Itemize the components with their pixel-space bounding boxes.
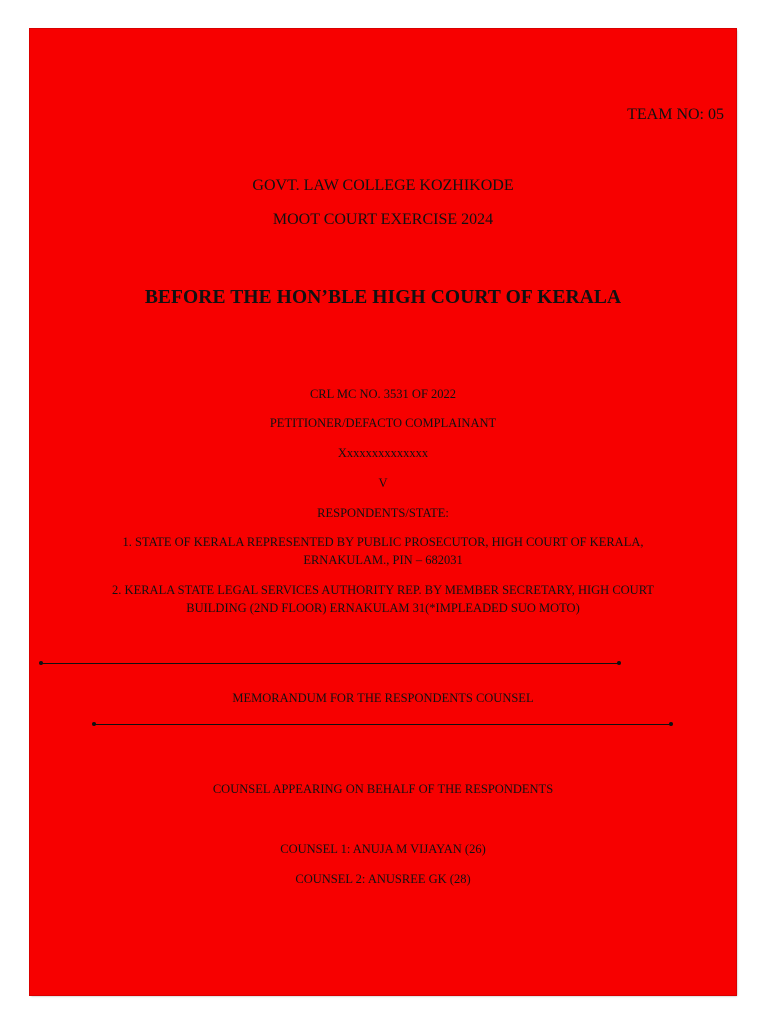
respondent-1-line-2: ERNAKULAM., PIN – 682031 <box>303 553 463 567</box>
counsel-2: COUNSEL 2: ANUSREE GK (28) <box>295 872 471 886</box>
exercise-title: MOOT COURT EXERCISE 2024 <box>272 211 494 228</box>
respondents-label: RESPONDENTS/STATE: <box>317 506 449 520</box>
versus-label: V <box>378 476 388 490</box>
college-name: GOVT. LAW COLLEGE KOZHIKODE <box>252 177 514 194</box>
counsel-heading: COUNSEL APPEARING ON BEHALF OF THE RESPONDENTS <box>212 782 554 796</box>
petitioner-name: Xxxxxxxxxxxxxx <box>337 446 429 460</box>
court-title: BEFORE THE HON’BLE HIGH COURT OF KERALA <box>144 287 622 308</box>
respondent-1-line-1: 1. STATE OF KERALA REPRESENTED BY PUBLIC PROSECUTOR, HIGH COURT OF KERALA, <box>122 535 644 549</box>
cover-page <box>30 29 736 995</box>
case-number: CRL MC NO. 3531 OF 2022 <box>309 387 457 401</box>
counsel-1: COUNSEL 1: ANUJA M VIJAYAN (26) <box>280 842 486 856</box>
petitioner-label: PETITIONER/DEFACTO COMPLAINANT <box>269 416 497 430</box>
team-number: TEAM NO: 05 <box>627 106 724 123</box>
memorandum-title: MEMORANDUM FOR THE RESPONDENTS COUNSEL <box>232 691 534 705</box>
respondent-2-line-1: 2. KERALA STATE LEGAL SERVICES AUTHORITY REP. BY MEMBER SECRETARY, HIGH COURT <box>112 583 654 597</box>
respondent-2-line-2: BUILDING (2ND FLOOR) ERNAKULAM 31(*IMPLEADED SUO MOTO) <box>186 601 580 615</box>
divider-bottom <box>94 724 671 725</box>
divider-top <box>41 663 619 664</box>
